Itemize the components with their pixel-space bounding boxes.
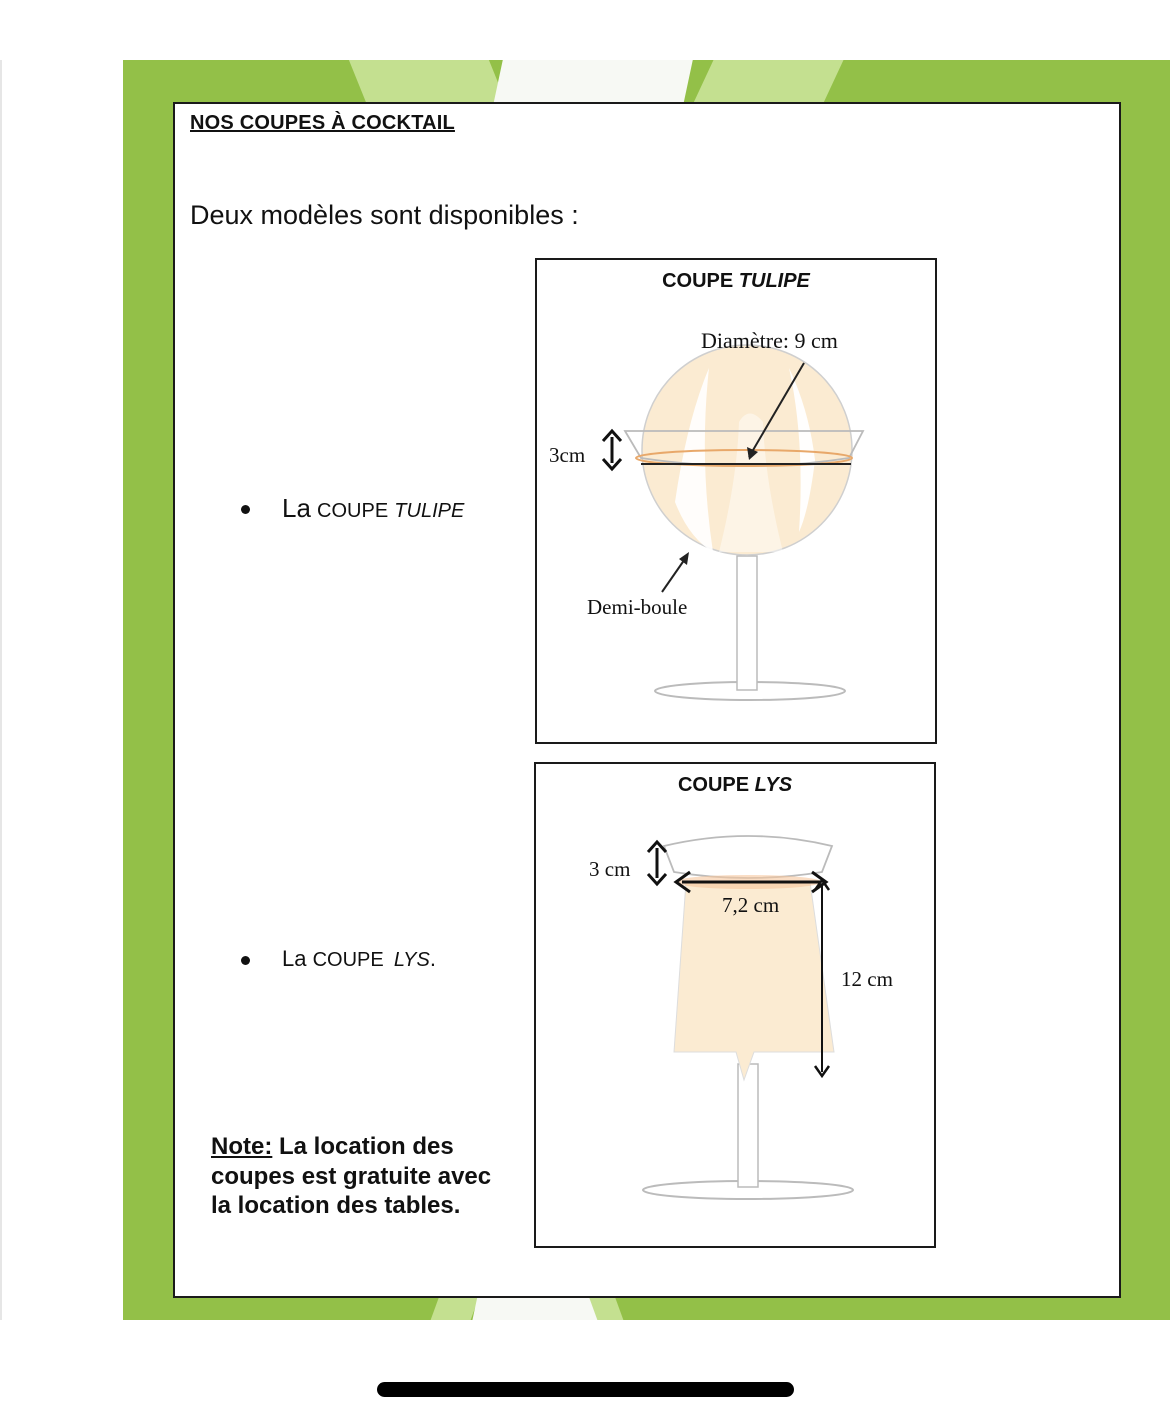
bullet-item-lys <box>282 946 436 972</box>
figure-coupe-lys <box>534 762 936 1248</box>
cone-height-label: 12 cm <box>841 967 893 991</box>
decorative-stripe <box>472 1296 607 1320</box>
bullet-suffix: . <box>429 946 436 971</box>
home-indicator[interactable] <box>377 1382 794 1397</box>
figure-title-prefix: COUPE <box>662 270 739 292</box>
bullet-model-name: TULIPE <box>394 500 465 522</box>
arrowhead <box>679 552 689 565</box>
bullet-word: COUPE <box>317 500 389 522</box>
figure-title-prefix: COUPE <box>677 774 755 796</box>
bowl-label: Demi-boule <box>587 595 688 619</box>
bullet-dot <box>241 505 250 514</box>
bullet-dot <box>241 956 250 965</box>
bullet-prefix: La <box>282 493 311 523</box>
figure-title-name: LYS <box>754 774 793 796</box>
bullet-item-tulipe <box>282 493 464 524</box>
intro-text: Deux modèles sont disponibles : <box>190 200 579 230</box>
note-text <box>211 1132 511 1221</box>
diameter-label: Diamètre: 9 cm <box>701 328 838 353</box>
screen-edge <box>0 60 2 1320</box>
document-title: NOS COUPES À COCKTAIL <box>190 112 455 134</box>
bullet-model-name: LYS <box>393 949 430 971</box>
note-label: Note: <box>211 1133 273 1160</box>
height-label: 3 cm <box>589 857 631 881</box>
bullet-word: COUPE <box>312 949 384 971</box>
tulipe-glass-drawing <box>537 260 935 742</box>
glass-stem <box>738 1064 758 1187</box>
glass-stem <box>737 556 757 690</box>
decorative-stripe <box>349 60 507 105</box>
note-body: La location des coupes est gratuite avec la location des tables. <box>211 1133 492 1219</box>
figure-title-name: TULIPE <box>738 270 810 292</box>
bullet-prefix: La <box>282 946 307 971</box>
decorative-stripe <box>493 60 693 105</box>
figure-coupe-tulipe <box>535 258 937 744</box>
height-label: 3cm <box>549 443 586 467</box>
decorative-stripe <box>693 60 844 105</box>
lys-glass-drawing <box>536 764 934 1246</box>
width-label: 7,2 cm <box>722 893 780 917</box>
